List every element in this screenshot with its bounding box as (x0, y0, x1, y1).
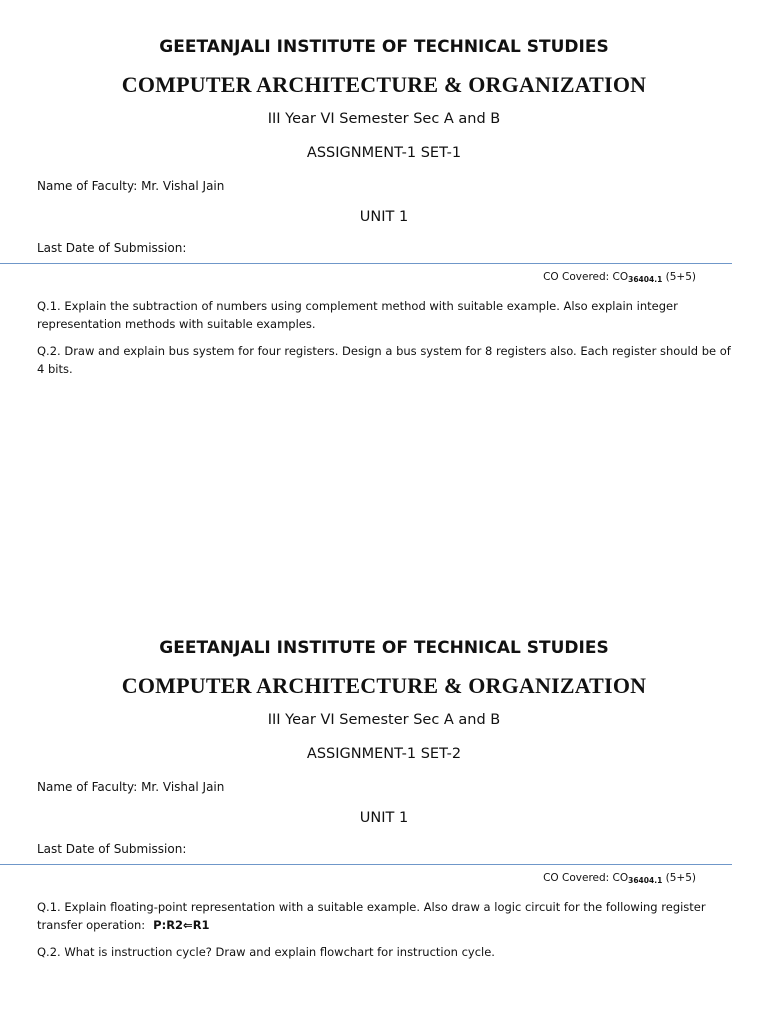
co-covered-marks: (5+5) (665, 872, 696, 884)
course-title: COMPUTER ARCHITECTURE & ORGANIZATION (121, 72, 647, 97)
co-covered-prefix: CO Covered: CO (543, 872, 629, 884)
unit-label: UNIT 1 (359, 209, 409, 225)
divider-line (0, 263, 732, 264)
co-covered-subscript: 36404.1 (628, 275, 663, 284)
course-title: COMPUTER ARCHITECTURE & ORGANIZATION (121, 673, 647, 698)
question-1 (37, 297, 737, 333)
institute-name: GEETANJALI INSTITUTE OF TECHNICAL STUDIES (159, 638, 609, 658)
question-2-text: Q.2. What is instruction cycle? Draw and explain flowchart for instruction cycle. (37, 945, 495, 959)
question-1-text: Q.1. Explain floating-point representation with a suitable example. Also draw a logic circuit for the following register transfer operation: (37, 900, 706, 932)
divider-line (0, 864, 732, 865)
co-covered (543, 271, 696, 284)
register-transfer-operation: P:R2⇐R1 (153, 918, 210, 932)
co-covered-marks: (5+5) (665, 271, 696, 283)
faculty-name: Name of Faculty: Mr. Vishal Jain (37, 179, 225, 193)
question-2 (37, 943, 737, 961)
question-1-text: Q.1. Explain the subtraction of numbers using complement method with suitable example. Also explain integer representation methods with suitable examples. (37, 299, 678, 331)
unit-label: UNIT 1 (359, 810, 409, 826)
last-date-label: Last Date of Submission: (37, 241, 187, 255)
assignment-title: ASSIGNMENT-1 SET-1 (306, 145, 462, 161)
question-2-text: Q.2. Draw and explain bus system for four registers. Design a bus system for 8 registers also. Each register should be of 4 bits. (37, 344, 731, 376)
question-2 (37, 342, 737, 378)
institute-name: GEETANJALI INSTITUTE OF TECHNICAL STUDIES (159, 37, 609, 57)
question-1 (37, 898, 737, 934)
co-covered-prefix: CO Covered: CO (543, 271, 629, 283)
co-covered-subscript: 36404.1 (628, 876, 663, 885)
year-semester: III Year VI Semester Sec A and B (267, 712, 501, 728)
co-covered (543, 872, 696, 885)
faculty-name: Name of Faculty: Mr. Vishal Jain (37, 780, 225, 794)
year-semester: III Year VI Semester Sec A and B (267, 111, 501, 127)
last-date-label: Last Date of Submission: (37, 842, 187, 856)
assignment-title: ASSIGNMENT-1 SET-2 (306, 746, 462, 762)
